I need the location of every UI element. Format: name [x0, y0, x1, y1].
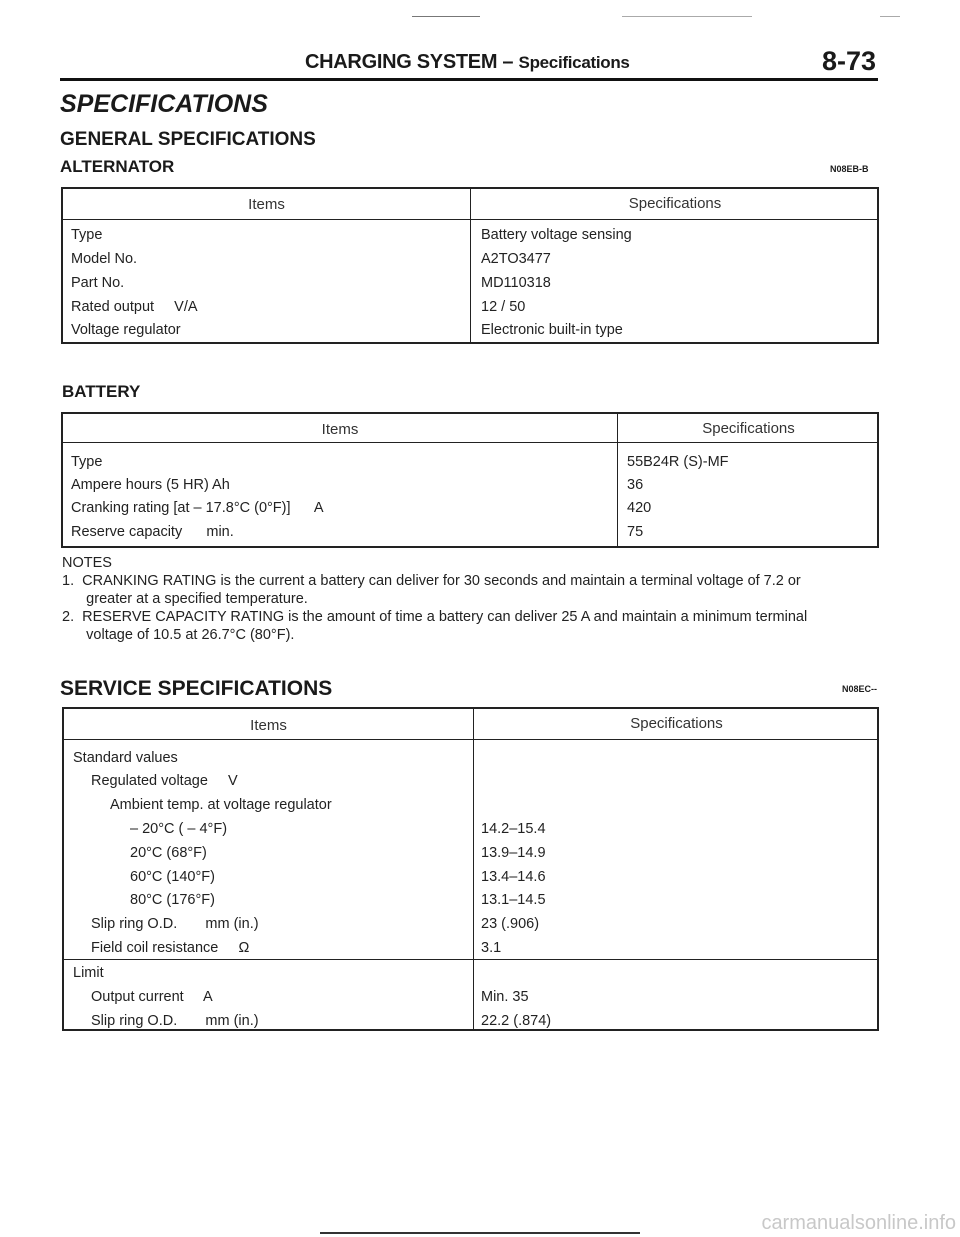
table-row-spec: 420 [627, 500, 652, 516]
table-row-item: Part No. [71, 275, 125, 291]
column-header-specifications: Specifications [628, 195, 722, 212]
table-row-item: Voltage regulator [71, 322, 181, 338]
table-row-spec: 13.1–14.5 [481, 892, 546, 908]
table-row-item: 20°C (68°F) [130, 845, 207, 861]
heading-specifications: SPECIFICATIONS [60, 90, 268, 118]
page-header [60, 45, 878, 78]
page-title [305, 51, 630, 74]
table-row-spec: Electronic built-in type [481, 322, 623, 338]
table-row-spec: 14.2–15.4 [481, 821, 546, 837]
table-row-item: Type [71, 454, 103, 470]
section-label-limit: Limit [73, 965, 104, 981]
note-line: 2. RESERVE CAPACITY RATING is the amount of time a battery can deliver 25 A and maintain a minimum terminal [62, 609, 808, 625]
table-row-item: Ambient temp. at voltage regulator [110, 797, 332, 813]
scan-mark [622, 16, 752, 17]
table-row-spec: A2TO3477 [481, 251, 551, 267]
service-ref-code: N08EC-- [842, 684, 878, 694]
table-row-spec: 22.2 (.874) [481, 1013, 552, 1029]
notes-title: NOTES [62, 555, 112, 571]
table-row-item: Regulated voltage V [91, 773, 238, 789]
header-divider [64, 739, 877, 740]
header-divider [63, 442, 877, 443]
alternator-table [61, 187, 879, 344]
battery-notes [62, 554, 882, 644]
header-rule [60, 78, 878, 81]
footer-rule [320, 1232, 640, 1234]
table-row-spec: 13.9–14.9 [481, 845, 546, 861]
table-row-spec: Battery voltage sensing [481, 227, 632, 243]
table-row-item: Model No. [71, 251, 138, 267]
watermark: carmanualsonline.info [761, 1212, 956, 1234]
page-title-sub: Specifications [518, 53, 630, 72]
alternator-ref-code: N08EB-B [830, 164, 869, 174]
scan-mark [880, 16, 900, 17]
column-header-items: Items [250, 717, 287, 734]
heading-general-specifications: GENERAL SPECIFICATIONS [60, 129, 316, 150]
page-title-main: CHARGING SYSTEM – [305, 51, 519, 73]
heading-service-specifications: SERVICE SPECIFICATIONS [60, 677, 333, 700]
heading-alternator: ALTERNATOR [60, 157, 175, 176]
column-header-specifications: Specifications [630, 715, 723, 732]
section-label-standard: Standard values [73, 750, 178, 766]
column-divider [473, 709, 474, 1029]
table-row-spec: 36 [627, 477, 644, 493]
table-row-item: Slip ring O.D. mm (in.) [91, 916, 259, 932]
column-header-items: Items [248, 196, 285, 213]
service-table [62, 707, 879, 1031]
column-divider [470, 189, 471, 342]
table-row-item: Ampere hours (5 HR) Ah [71, 477, 230, 493]
battery-table [61, 412, 879, 548]
table-row-item: 80°C (176°F) [130, 892, 215, 908]
scan-mark [412, 16, 480, 17]
table-row-spec: 75 [627, 524, 644, 540]
table-row-item: Rated output V/A [71, 299, 198, 315]
table-row-item: 60°C (140°F) [130, 869, 215, 885]
table-row-spec: 55B24R (S)-MF [627, 454, 729, 470]
table-row-spec: MD110318 [481, 275, 551, 291]
table-row-item: – 20°C ( – 4°F) [130, 821, 228, 837]
table-row-spec: 13.4–14.6 [481, 869, 546, 885]
note-line: voltage of 10.5 at 26.7°C (80°F). [62, 627, 295, 643]
table-row-spec: 3.1 [481, 940, 502, 956]
table-row-item: Field coil resistance Ω [91, 940, 250, 956]
table-row-spec: 23 (.906) [481, 916, 540, 932]
column-header-items: Items [321, 421, 359, 438]
heading-battery: BATTERY [62, 382, 141, 401]
table-row-item: Reserve capacity min. [71, 524, 234, 540]
column-divider [617, 414, 618, 546]
table-row-item: Slip ring O.D. mm (in.) [91, 1013, 259, 1029]
table-row-item: Cranking rating [at – 17.8°C (0°F)] A [71, 500, 324, 516]
column-header-specifications: Specifications [702, 420, 795, 437]
note-line: greater at a specified temperature. [62, 591, 308, 607]
note-line: 1. CRANKING RATING is the current a battery can deliver for 30 seconds and maintain a terminal voltage of 7.2 or [62, 573, 801, 589]
table-row-item: Type [71, 227, 103, 243]
table-row-spec: 12 / 50 [481, 299, 526, 315]
table-row-spec: Min. 35 [481, 989, 529, 1005]
page-number: 8-73 [821, 46, 876, 76]
section-divider [64, 959, 877, 960]
table-row-item: Output current A [91, 989, 213, 1005]
